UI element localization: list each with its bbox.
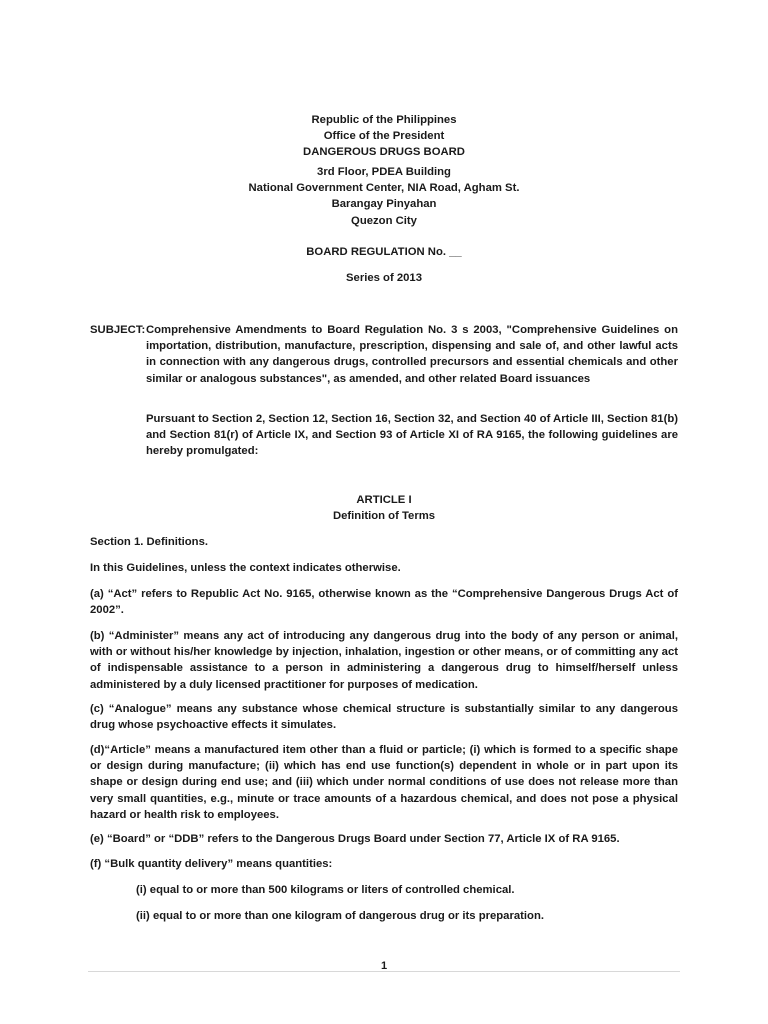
address-line-3: Barangay Pinyahan [331, 198, 437, 211]
definition-d: (d)“Article” means a manufactured item other than a fluid or particle; (i) which is formed to a specific shape or design during manufacture; (ii) which has end use function(s) dependent in whole or in part upon its shape or design during end use; and (iii) which under normal conditions of use does not release more than very small quantities, e.g., minute or trace amounts of a hazardous chemical, and does not pose a physical hazard or health risk to employees. [90, 744, 678, 821]
regulation-series: Series of 2013 [346, 272, 422, 284]
letterhead [90, 112, 678, 161]
subject-label: SUBJECT: [90, 324, 146, 336]
address-line-1: 3rd Floor, PDEA Building [317, 166, 451, 178]
letterhead-agency: DANGEROUS DRUGS BOARD [303, 146, 465, 159]
definition-b: (b) “Administer” means any act of introducing any dangerous drug into the body of any person or animal, with or without his/her knowledge by injection, inhalation, ingestion or other means, or of committing any act of indispensable assistance to a person in administering a dangerous drug to himself/herself unless administered by a duly licensed practitioner for purposes of medication. [90, 630, 678, 691]
letterhead-country: Republic of the Philippines [311, 114, 457, 126]
pursuant-clause: Pursuant to Section 2, Section 12, Section 16, Section 32, and Section 40 of Article III, Section 81(b) and Section 81(r) of Article IX, and Section 93 of Article XI of RA 9165, the following guidelines are hereby promulgated: [146, 413, 678, 458]
section-heading: Section 1. Definitions. [90, 536, 209, 548]
address-line-4: Quezon City [351, 214, 417, 227]
definition-f: (f) “Bulk quantity delivery” means quantities: [90, 858, 333, 870]
page-number: 1 [380, 960, 388, 972]
definition-e: (e) “Board” or “DDB” refers to the Dangerous Drugs Board under Section 77, Article IX of RA 9165. [90, 833, 620, 845]
letterhead-address [90, 164, 678, 229]
definition-c: (c) “Analogue” means any substance whose chemical structure is substantially similar to any dangerous drug whose psychoactive effects it simulates. [90, 703, 678, 732]
letterhead-office: Office of the President [323, 130, 445, 143]
definition-a: (a) “Act” refers to Republic Act No. 9165, otherwise known as the “Comprehensive Dangerous Drugs Act of 2002”. [90, 588, 678, 617]
subject-text: Comprehensive Amendments to Board Regulation No. 3 s 2003, "Comprehensive Guidelines on importation, distribution, manufacture, prescription, dispensing and sale of, and other lawful acts in connection with any dangerous drugs, controlled precursors and essential chemicals and other similar or analogous substances", as amended, and other related Board issuances [146, 324, 678, 385]
definition-f-ii: (ii) equal to or more than one kilogram of dangerous drug or its preparation. [136, 910, 544, 922]
article-title: Definition of Terms [332, 510, 436, 523]
footer-divider [88, 971, 680, 972]
definition-f-i: (i) equal to or more than 500 kilograms or liters of controlled chemical. [136, 884, 515, 896]
address-line-2: National Government Center, NIA Road, Agham St. [248, 182, 520, 195]
regulation-title: BOARD REGULATION No. __ [306, 246, 462, 258]
article-heading [90, 492, 678, 524]
section-intro: In this Guidelines, unless the context indicates otherwise. [90, 562, 401, 574]
subject-block [90, 322, 678, 387]
article-number: ARTICLE I [356, 494, 412, 506]
